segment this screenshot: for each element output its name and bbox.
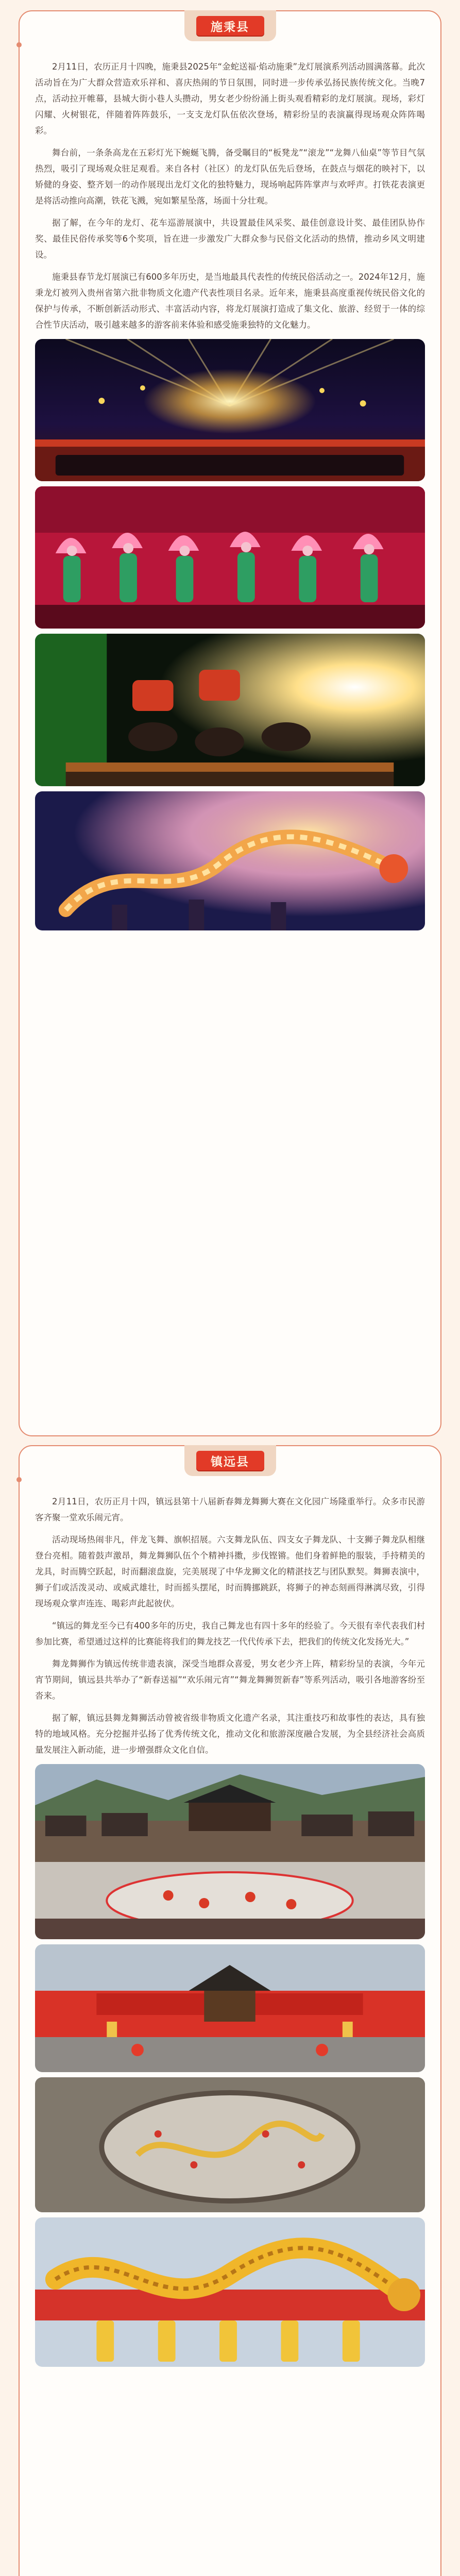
paragraph: 活动现场热闹非凡，伴龙飞舞、旗帜招展。六支舞龙队伍、四支女子舞龙队、十支狮子舞龙队相继登台亮相。随着鼓声激昂，舞龙舞狮队伍个个精神抖擞，步伐铿锵。他们身着鲜艳的服装，手持精美的龙具，时而腾空跃起，时而翻滚盘旋，完美展现了中华龙狮文化的精湛技艺与团队默契。舞狮表演中，狮子们或活泼灵动、或威武雄壮，时而摇头摆尾，时而腾挪跳跃，将狮子的神态刻画得淋漓尽致，引得现场观众掌声连连、喝彩声此起彼伏。 (35, 1535, 425, 1608)
paragraph: “镇远的舞龙至今已有400多年的历史，我自己舞龙也有四十多年的经验了。今天很有幸代表我们村参加比赛，希望通过这样的比赛能将我们的舞龙技艺一代代传承下去，把我们的传统文化发扬光大。” (35, 1621, 425, 1647)
paragraph: 据了解，镇远县舞龙舞狮活动曾被省级非物质文化遗产名录，其注重技巧和故事性的表达，具有独特的地域风格。充分挖掘并弘扬了优秀传统文化，推动文化和旅游深度融合发展，为全县经济社会高质量发展注入新动能，进一步增强群众文化自信。 (35, 1713, 425, 1755)
crowd-circle-aerial-photo (35, 2077, 425, 2212)
photo-gallery (35, 339, 425, 930)
section-body (35, 1494, 425, 2372)
old-town-lion-dance-aerial-photo (35, 1764, 425, 1939)
dragon-lantern-parade-photo (35, 791, 425, 930)
stage-light-show-photo (35, 339, 425, 481)
section-title: 镇远县 (196, 1451, 264, 1470)
paragraph: 2月11日，农历正月十四晚，施秉县2025年“金蛇送福·焰动施秉”龙灯展演系列活动圆满落幕。此次活动旨在为广大群众营造欢乐祥和、喜庆热闹的节日氛围，同时进一步传承弘扬民族传统文化。当晚7点，活动拉开帷幕，县城大街小巷人头攒动，男女老少纷纷涌上街头观看精彩的龙灯展演。现场，彩灯闪耀、火树银花，伴随着阵阵鼓乐，一支支龙灯队伍依次登场，精彩纷呈的表演赢得现场观众阵阵喝彩。 (35, 62, 425, 135)
paragraph: 舞台前，一条条高龙在五彩灯光下蜿蜒飞腾，备受瞩目的“板凳龙”“滚龙”“龙舞八仙桌”等节目气氛热烈，吸引了现场观众驻足观看。来自各村（社区）的龙灯队伍先后登场，在鼓点与烟花的映衬下，以矫健的身姿、整齐划一的动作展现出龙灯文化的独特魅力，现场响起阵阵掌声与欢呼声。打铁花表演更是将活动推向高潮，铁花飞溅，宛如繁星坠落，场面十分壮观。 (35, 148, 425, 206)
shibing-section-card (19, 10, 441, 1436)
pink-fan-dance-photo (35, 486, 425, 629)
dragon-pavilion-stage-photo (35, 1944, 425, 2072)
corner-dot-decoration (16, 1477, 22, 1482)
section-body (35, 59, 425, 936)
zhenyuan-section-card (19, 1445, 441, 2576)
photo-gallery (35, 1764, 425, 2367)
fire-drum-dragon-photo (35, 634, 425, 786)
paragraph: 舞龙舞狮作为镇远传统非遗表演，深受当地群众喜爱，男女老少齐上阵，精彩纷呈的表演，今年元宵节期间，镇远县共举办了“新春送福”“欢乐闹元宵”“舞龙舞狮贺新春”等系列活动，吸引各地游客纷至沓来。 (35, 1659, 425, 1701)
section-tab (184, 10, 276, 41)
section-tab (184, 1445, 276, 1476)
paragraph: 据了解，在今年的龙灯、花车巡游展演中，共设置最佳风采奖、最佳创意设计奖、最佳团队协作奖、最佳民俗传承奖等6个奖项，旨在进一步激发广大群众参与民俗文化活动的热情，推动乡风文明建设。 (35, 218, 425, 260)
golden-dragon-dance-photo (35, 2217, 425, 2367)
corner-dot-decoration (16, 42, 22, 47)
paragraph: 施秉县春节龙灯展演已有600多年历史，是当地最具代表性的传统民俗活动之一。2024年12月，施秉龙灯被列入贵州省第六批非物质文化遗产代表性项目名录。近年来，施秉县高度重视传统民俗文化的保护与传承，不断创新活动形式、丰富活动内容，将龙灯展演打造成了集文化、旅游、经贸于一体的综合性节庆活动，吸引越来越多的游客前来体验和感受施秉独特的文化魅力。 (35, 272, 425, 330)
section-title: 施秉县 (196, 16, 264, 36)
paragraph: 2月11日，农历正月十四，镇远县第十八届新春舞龙舞狮大赛在文化园广场隆重举行。众多市民游客齐聚一堂欢乐闹元宵。 (35, 1497, 425, 1522)
